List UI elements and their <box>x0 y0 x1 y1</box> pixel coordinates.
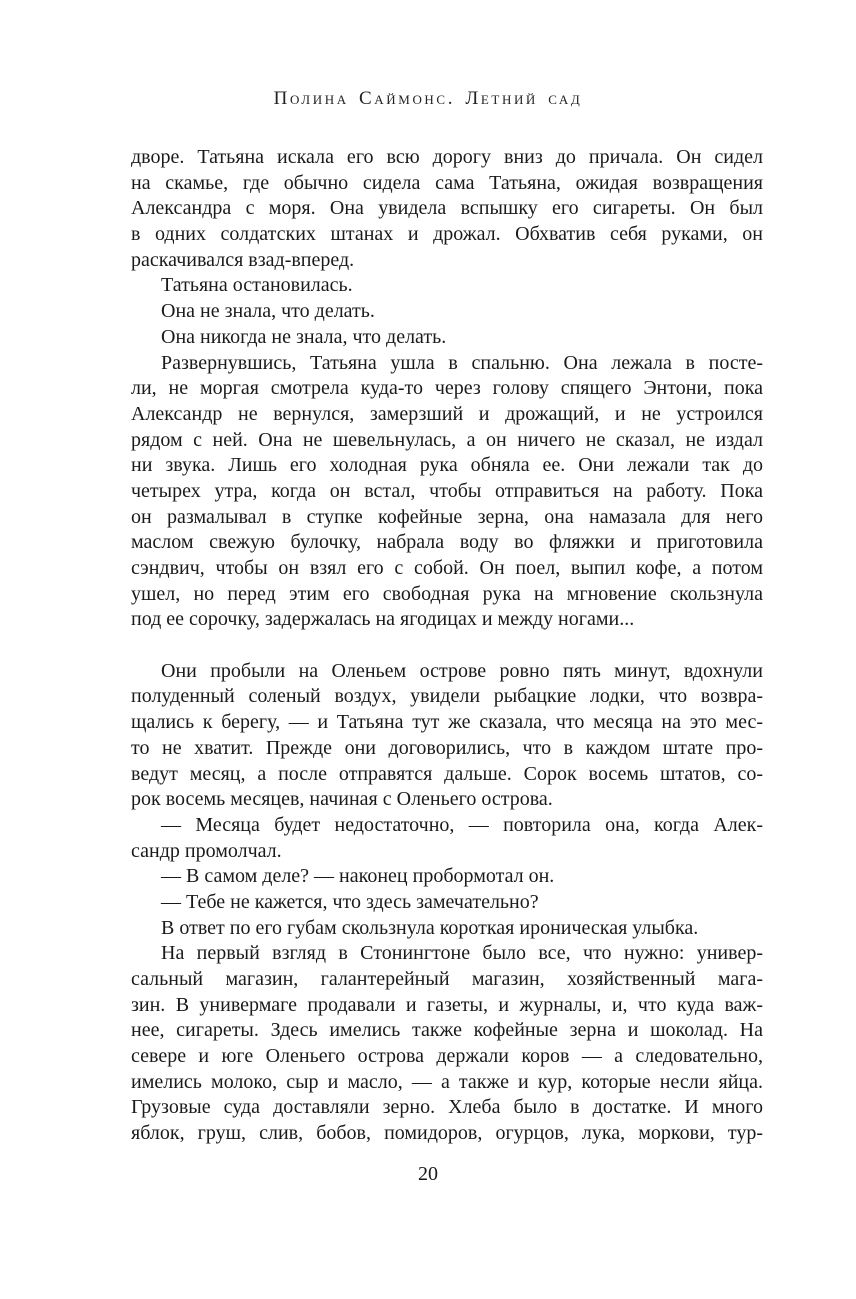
running-header <box>0 88 856 110</box>
text-line: маслом свежую булочку, набрала воду во фляжки и приготовила <box>131 531 763 554</box>
text-line: — Месяца будет недостаточно, — повторила она, когда Алек- <box>161 813 763 836</box>
text-line: яблок, груш, слив, бобов, помидоров, огурцов, лука, моркови, тур- <box>131 1122 763 1145</box>
text-line: Они пробыли на Оленьем острове ровно пять минут, вдохнули <box>161 659 763 682</box>
text-line: в одних солдатских штанах и дрожал. Обхватив себя руками, он <box>131 223 763 246</box>
section-break <box>131 633 763 659</box>
text-line: сэндвич, чтобы он взял его с собой. Он поел, выпил кофе, а потом <box>131 557 763 579</box>
text-line: ли, не моргая смотрела куда-то через голову спящего Энтони, пока <box>131 377 763 400</box>
text-line: имелись молоко, сыр и масло, — а также и кур, которые несли яйца. <box>131 1070 763 1093</box>
text-line: то не хватит. Прежде они договорились, что в каждом штате про- <box>131 736 763 759</box>
text-line: — Тебе не кажется, что здесь замечательно? <box>161 890 539 913</box>
text-line: четырех утра, когда он встал, чтобы отправиться на работу. Пока <box>131 479 763 502</box>
text-line: раскачивался взад-вперед. <box>131 248 355 271</box>
text-line: В ответ по его губам скользнула короткая ироническая улыбка. <box>161 916 699 939</box>
text-line: под ее сорочку, задержалась на ягодицах и между ногами... <box>131 608 635 631</box>
text-line: Она не знала, что делать. <box>161 300 375 323</box>
text-line: сальный магазин, галантерейный магазин, хозяйственный мага- <box>131 968 763 990</box>
text-line: Александр не вернулся, замерзший и дрожащий, и не устроился <box>131 402 763 425</box>
text-line: нее, сигареты. Здесь имелись также кофейные зерна и шоколад. На <box>131 1019 763 1042</box>
text-line: Она никогда не знала, что делать. <box>161 325 447 348</box>
text-line: ушел, но перед этим его свободная рука на мгновение скользнула <box>131 582 763 605</box>
text-line: щались к берегу, — и Татьяна тут же сказала, что месяца на это мес- <box>131 711 763 734</box>
text-line: полуденный соленый воздух, увидели рыбацкие лодки, что возвра- <box>131 685 763 708</box>
body-text <box>131 145 763 1147</box>
text-line: рядом с ней. Она не шевельнулась, а он ничего не сказал, не издал <box>131 428 763 451</box>
text-line: дворе. Татьяна искала его всю дорогу вниз до причала. Он сидел <box>131 146 763 168</box>
text-line: на скамье, где обычно сидела сама Татьяна, ожидая возвращения <box>131 171 763 194</box>
text-line: он размалывал в ступке кофейные зерна, она намазала для него <box>131 505 763 528</box>
text-line: севере и юге Оленьего острова держали коров — а следовательно, <box>131 1045 763 1068</box>
text-line: рок восемь месяцев, начиная с Оленьего острова. <box>131 788 553 811</box>
text-line: Грузовые суда доставляли зерно. Хлеба было в достатке. И много <box>131 1096 763 1119</box>
page-number: 20 <box>418 1163 438 1185</box>
text-line: зин. В универмаге продавали и газеты, и журналы, и, что куда важ- <box>131 993 763 1016</box>
running-title: Полина Саймонс. Летний сад <box>273 88 583 109</box>
text-line: На первый взгляд в Стонингтоне было все, что нужно: универ- <box>161 942 763 965</box>
text-line: сандр промолчал. <box>131 839 282 862</box>
text-line: — В самом деле? — наконец пробормотал он. <box>161 865 555 888</box>
text-line: Александра с моря. Она увидела вспышку его сигареты. Он был <box>131 197 763 220</box>
text-line: Татьяна остановилась. <box>161 274 353 297</box>
text-line: ни звука. Лишь его холодная рука обняла ее. Они лежали так до <box>131 454 763 477</box>
text-line: Развернувшись, Татьяна ушла в спальню. Она лежала в посте- <box>161 351 763 374</box>
text-line: ведут месяц, а после отправятся дальше. Сорок восемь штатов, со- <box>131 762 763 785</box>
